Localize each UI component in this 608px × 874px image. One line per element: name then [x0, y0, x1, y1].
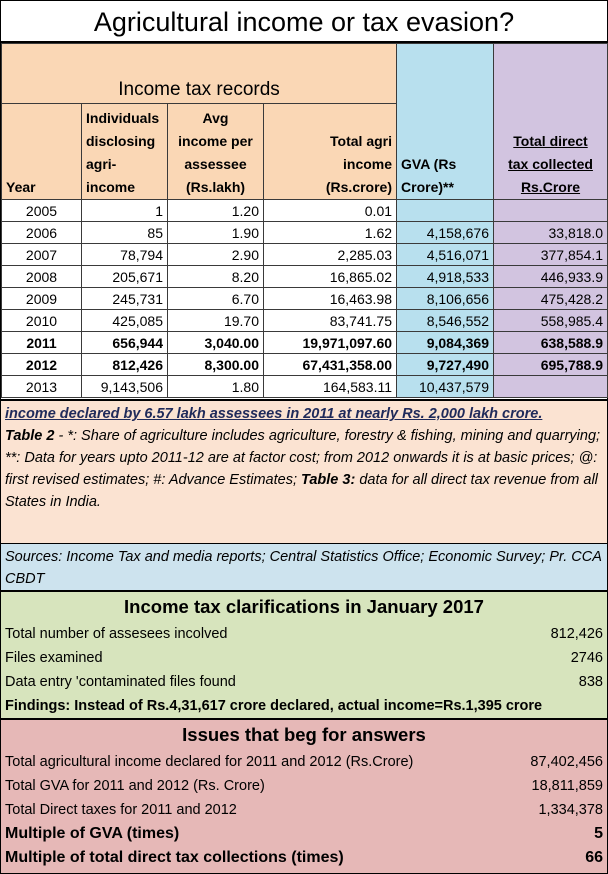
- issue-row: Total Direct taxes for 2011 and 2012 1,334,378: [5, 802, 603, 818]
- cell-total-agri: 16,463.98: [264, 288, 397, 310]
- cell-direct-tax: 377,854.1: [494, 244, 608, 266]
- cell-avg-income: 19.70: [168, 310, 264, 332]
- notes-headline: income declared by 6.57 lakh assessees in 2011 at nearly Rs. 2,000 lakh crore.: [5, 406, 543, 422]
- cell-gva: 10,437,579: [397, 376, 494, 398]
- cell-gva: 4,918,533: [397, 266, 494, 288]
- cell-individuals: 425,085: [82, 310, 168, 332]
- cell-year: 2008: [2, 266, 82, 288]
- cell-avg-income: 3,040.00: [168, 332, 264, 354]
- cell-year: 2010: [2, 310, 82, 332]
- table2-text: - *: Share of agriculture includes agriculture, forestry & fishing, mining and quarrying; **: Data for years upto 2011-12 are at factor cost; from 2012 onwards it is at basic prices; @: first revised estimates; #: Advance Estimates;: [5, 428, 601, 488]
- cell-individuals: 205,671: [82, 266, 168, 288]
- cell-avg-income: 6.70: [168, 288, 264, 310]
- cell-year: 2012: [2, 354, 82, 376]
- table-row: [2, 288, 608, 310]
- cell-avg-income: 1.20: [168, 200, 264, 222]
- cell-direct-tax: 446,933.9: [494, 266, 608, 288]
- header-direct-tax: Total direct tax collected Rs.Crore: [494, 44, 608, 200]
- table2-label: Table 2: [5, 428, 55, 444]
- cell-gva: 4,158,676: [397, 222, 494, 244]
- table-row: [2, 266, 608, 288]
- cell-gva: 4,516,071: [397, 244, 494, 266]
- cell-year: 2013: [2, 376, 82, 398]
- header-individuals: Individuals disclosing agri- income: [82, 104, 168, 200]
- cell-gva: 9,727,490: [397, 354, 494, 376]
- issues-title: Issues that beg for answers: [182, 724, 426, 745]
- cell-gva: 8,546,552: [397, 310, 494, 332]
- cell-total-agri: 16,865.02: [264, 266, 397, 288]
- cell-avg-income: 2.90: [168, 244, 264, 266]
- cell-total-agri: 1.62: [264, 222, 397, 244]
- table-row: [2, 244, 608, 266]
- clar-row: Total number of assesees incolved 812,426: [5, 626, 603, 642]
- table-row: [2, 332, 608, 354]
- issues-panel: [1, 720, 607, 873]
- cell-avg-income: 8,300.00: [168, 354, 264, 376]
- cell-year: 2006: [2, 222, 82, 244]
- cell-total-agri: 19,971,097.60: [264, 332, 397, 354]
- issue-row: Total agricultural income declared for 2011 and 2012 (Rs.Crore) 87,402,456: [5, 754, 603, 770]
- cell-total-agri: 0.01: [264, 200, 397, 222]
- table-row: [2, 200, 608, 222]
- cell-avg-income: 1.90: [168, 222, 264, 244]
- table3-label: Table 3:: [301, 472, 356, 488]
- header-avg-income: Avg income per assessee (Rs.lakh): [168, 104, 264, 200]
- table3-text: data for all direct tax revenue from all States in India.: [5, 472, 598, 510]
- sources-panel: Sources: Income Tax and media reports; Central Statistics Office; Economic Survey; Pr. CCA CBDT: [1, 544, 607, 592]
- table-row: [2, 222, 608, 244]
- cell-year: 2005: [2, 200, 82, 222]
- header-gva: GVA (Rs Crore)**: [397, 44, 494, 200]
- clarifications-panel: [1, 592, 607, 720]
- header-year: Year: [2, 104, 82, 200]
- cell-individuals: 245,731: [82, 288, 168, 310]
- table-row: [2, 354, 608, 376]
- cell-individuals: 812,426: [82, 354, 168, 376]
- income-records-table: [1, 43, 608, 398]
- cell-direct-tax: [494, 200, 608, 222]
- cell-direct-tax: 638,588.9: [494, 332, 608, 354]
- sheet-title: Agricultural income or tax evasion?: [1, 1, 607, 43]
- cell-total-agri: 83,741.75: [264, 310, 397, 332]
- cell-individuals: 78,794: [82, 244, 168, 266]
- clar-findings: Findings: Instead of Rs.4,31,617 crore declared, actual income=Rs.1,395 crore: [5, 698, 543, 714]
- issue-row: Total GVA for 2011 and 2012 (Rs. Crore) 18,811,859: [5, 778, 603, 794]
- cell-year: 2011: [2, 332, 82, 354]
- cell-total-agri: 2,285.03: [264, 244, 397, 266]
- multiple-row: Multiple of GVA (times) 5: [5, 825, 603, 842]
- cell-gva: 9,084,369: [397, 332, 494, 354]
- cell-avg-income: 1.80: [168, 376, 264, 398]
- cell-gva: 8,106,656: [397, 288, 494, 310]
- table-row: [2, 376, 608, 398]
- cell-total-agri: 67,431,358.00: [264, 354, 397, 376]
- cell-individuals: 9,143,506: [82, 376, 168, 398]
- cell-direct-tax: 475,428.2: [494, 288, 608, 310]
- clarifications-title: Income tax clarifications in January 2017: [124, 596, 484, 617]
- multiple-row: Multiple of total direct tax collections (times) 66: [5, 849, 603, 866]
- header-total-agri: Total agri income (Rs.crore): [264, 104, 397, 200]
- table-row: [2, 310, 608, 332]
- cell-year: 2009: [2, 288, 82, 310]
- cell-total-agri: 164,583.11: [264, 376, 397, 398]
- cell-individuals: 656,944: [82, 332, 168, 354]
- section-label: Income tax records: [2, 44, 397, 104]
- cell-gva: [397, 200, 494, 222]
- clar-row: Data entry 'contaminated files found 838: [5, 674, 603, 690]
- clar-row: Files examined 2746: [5, 650, 603, 666]
- cell-avg-income: 8.20: [168, 266, 264, 288]
- notes-panel: [1, 399, 607, 544]
- cell-direct-tax: 33,818.0: [494, 222, 608, 244]
- cell-direct-tax: [494, 376, 608, 398]
- cell-direct-tax: 695,788.9: [494, 354, 608, 376]
- cell-individuals: 85: [82, 222, 168, 244]
- cell-direct-tax: 558,985.4: [494, 310, 608, 332]
- cell-individuals: 1: [82, 200, 168, 222]
- cell-year: 2007: [2, 244, 82, 266]
